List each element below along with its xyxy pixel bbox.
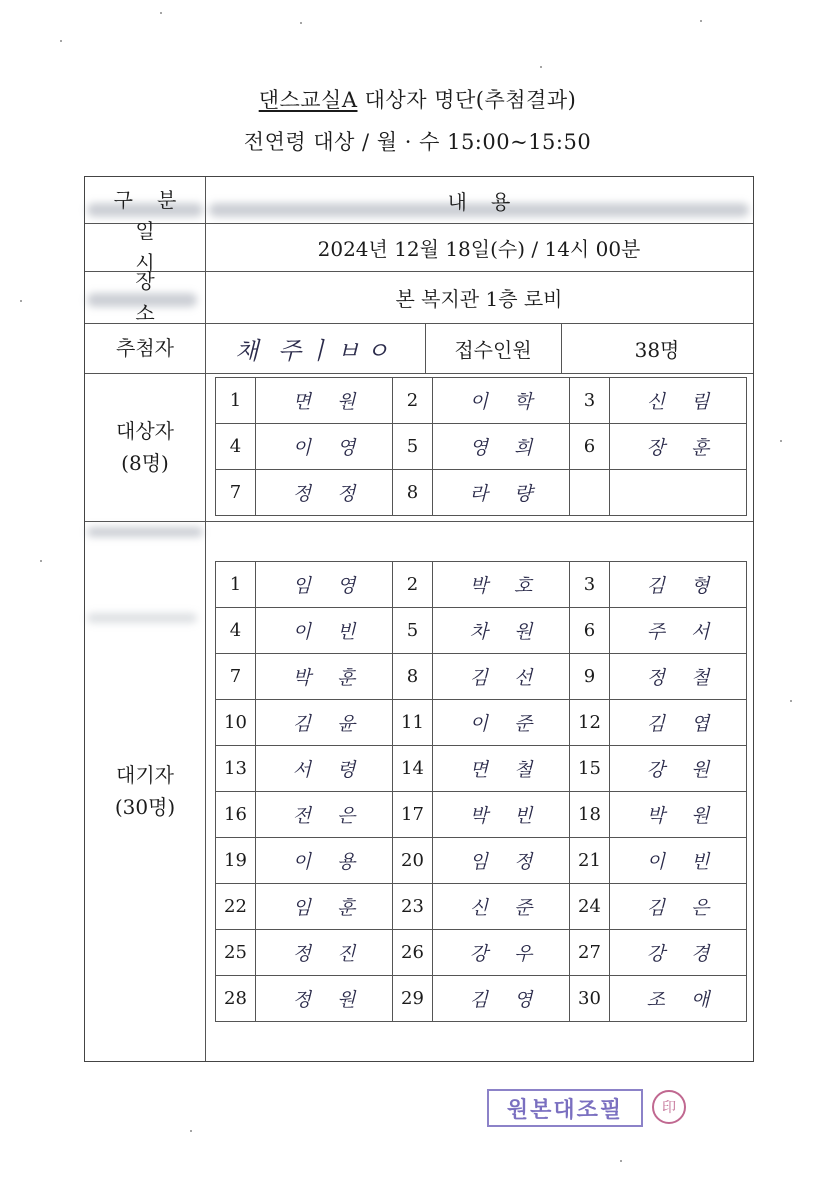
entry-name: 임 정 bbox=[433, 838, 570, 884]
entry-number: 27 bbox=[570, 930, 610, 976]
selected-title: 대상자 bbox=[116, 419, 174, 443]
certified-copy-stamp: 원본대조필 bbox=[487, 1089, 643, 1127]
waitlist-grid bbox=[215, 561, 747, 1022]
entry-number: 14 bbox=[393, 746, 433, 792]
entry-number: 30 bbox=[570, 976, 610, 1022]
selected-count: (8명) bbox=[121, 451, 169, 475]
entry-number bbox=[570, 470, 610, 516]
entry-number: 5 bbox=[393, 424, 433, 470]
entry-number: 4 bbox=[216, 608, 256, 654]
entry-name: 신 준 bbox=[433, 884, 570, 930]
date-label: 일 시 bbox=[135, 219, 179, 275]
official-seal-icon: 印 bbox=[652, 1090, 686, 1124]
entry-name bbox=[610, 470, 747, 516]
entry-number: 24 bbox=[570, 884, 610, 930]
entry-number: 15 bbox=[570, 746, 610, 792]
entry-name: 이 학 bbox=[433, 378, 570, 424]
received-label: 접수인원 bbox=[454, 337, 532, 362]
table-row bbox=[216, 976, 747, 1022]
table-row bbox=[216, 608, 747, 654]
entry-name: 전 은 bbox=[256, 792, 393, 838]
entry-name: 박 훈 bbox=[256, 654, 393, 700]
entry-name: 이 용 bbox=[256, 838, 393, 884]
entry-name: 김 엽 bbox=[610, 700, 747, 746]
entry-number: 6 bbox=[570, 608, 610, 654]
entry-name: 강 경 bbox=[610, 930, 747, 976]
entry-name: 임 영 bbox=[256, 562, 393, 608]
entry-name: 조 애 bbox=[610, 976, 747, 1022]
entry-name: 김 윤 bbox=[256, 700, 393, 746]
header-content: 내용 bbox=[447, 189, 535, 214]
entry-number: 12 bbox=[570, 700, 610, 746]
entry-number: 26 bbox=[393, 930, 433, 976]
entry-number: 19 bbox=[216, 838, 256, 884]
entry-name: 김 선 bbox=[433, 654, 570, 700]
entry-number: 2 bbox=[393, 378, 433, 424]
table-row bbox=[216, 792, 747, 838]
place-label: 장 소 bbox=[135, 269, 179, 325]
entry-name: 정 원 bbox=[256, 976, 393, 1022]
table-row bbox=[216, 746, 747, 792]
entry-name: 이 준 bbox=[433, 700, 570, 746]
waitlist-label bbox=[85, 521, 205, 1061]
entry-name: 이 빈 bbox=[256, 608, 393, 654]
entry-number: 25 bbox=[216, 930, 256, 976]
waitlist-count: (30명) bbox=[114, 795, 176, 819]
entry-name: 정 정 bbox=[256, 470, 393, 516]
entry-name: 강 우 bbox=[433, 930, 570, 976]
entry-number: 8 bbox=[393, 470, 433, 516]
table-row bbox=[216, 470, 747, 516]
entry-number: 13 bbox=[216, 746, 256, 792]
entry-number: 29 bbox=[393, 976, 433, 1022]
entry-number: 7 bbox=[216, 470, 256, 516]
table-row bbox=[216, 378, 747, 424]
entry-name: 정 진 bbox=[256, 930, 393, 976]
entry-name: 신 림 bbox=[610, 378, 747, 424]
entry-name: 면 철 bbox=[433, 746, 570, 792]
entry-number: 11 bbox=[393, 700, 433, 746]
entry-number: 10 bbox=[216, 700, 256, 746]
drawer-label: 추첨자 bbox=[116, 336, 174, 360]
table-row bbox=[216, 700, 747, 746]
table-row bbox=[216, 838, 747, 884]
received-value: 38명 bbox=[634, 337, 680, 362]
table-row bbox=[216, 930, 747, 976]
entry-name: 박 원 bbox=[610, 792, 747, 838]
selected-label bbox=[85, 373, 205, 521]
table-row bbox=[216, 562, 747, 608]
entry-name: 박 빈 bbox=[433, 792, 570, 838]
title-class-name: 댄스교실A bbox=[258, 88, 358, 112]
header-label: 구분 bbox=[113, 188, 201, 212]
entry-number: 3 bbox=[570, 378, 610, 424]
selected-grid bbox=[215, 377, 747, 516]
date-value: 2024년 12월 18일(수) / 14시 00분 bbox=[317, 236, 641, 261]
entry-number: 28 bbox=[216, 976, 256, 1022]
drawer-signature bbox=[205, 323, 425, 373]
entry-name: 김 형 bbox=[610, 562, 747, 608]
entry-name: 주 서 bbox=[610, 608, 747, 654]
entry-name: 장 훈 bbox=[610, 424, 747, 470]
entry-number: 18 bbox=[570, 792, 610, 838]
entry-name: 라 량 bbox=[433, 470, 570, 516]
title-suffix: 대상자 명단(추첨결과) bbox=[357, 88, 577, 112]
entry-number: 6 bbox=[570, 424, 610, 470]
entry-number: 2 bbox=[393, 562, 433, 608]
entry-number: 9 bbox=[570, 654, 610, 700]
entry-name: 이 영 bbox=[256, 424, 393, 470]
entry-name: 박 호 bbox=[433, 562, 570, 608]
entry-name: 김 은 bbox=[610, 884, 747, 930]
place-value: 본 복지관 1층 로비 bbox=[395, 286, 563, 311]
waitlist-title: 대기자 bbox=[116, 763, 174, 787]
entry-number: 8 bbox=[393, 654, 433, 700]
entry-number: 7 bbox=[216, 654, 256, 700]
document-subtitle: 전연령 대상 / 월 · 수 15:00~15:50 bbox=[243, 130, 592, 154]
entry-name: 이 빈 bbox=[610, 838, 747, 884]
entry-name: 정 철 bbox=[610, 654, 747, 700]
entry-name: 김 영 bbox=[433, 976, 570, 1022]
entry-name: 면 원 bbox=[256, 378, 393, 424]
table-row bbox=[216, 884, 747, 930]
entry-number: 16 bbox=[216, 792, 256, 838]
entry-number: 4 bbox=[216, 424, 256, 470]
entry-name: 차 원 bbox=[433, 608, 570, 654]
document-title bbox=[0, 84, 835, 114]
entry-number: 1 bbox=[216, 562, 256, 608]
table-row bbox=[216, 424, 747, 470]
entry-name: 서 령 bbox=[256, 746, 393, 792]
entry-name: 영 희 bbox=[433, 424, 570, 470]
entry-number: 21 bbox=[570, 838, 610, 884]
entry-number: 22 bbox=[216, 884, 256, 930]
entry-number: 17 bbox=[393, 792, 433, 838]
entry-number: 1 bbox=[216, 378, 256, 424]
table-row bbox=[216, 654, 747, 700]
entry-number: 23 bbox=[393, 884, 433, 930]
drawer-name: 채 주ㅣㅂㅇ bbox=[235, 336, 395, 365]
entry-number: 5 bbox=[393, 608, 433, 654]
entry-name: 임 훈 bbox=[256, 884, 393, 930]
entry-number: 3 bbox=[570, 562, 610, 608]
entry-number: 20 bbox=[393, 838, 433, 884]
entry-name: 강 원 bbox=[610, 746, 747, 792]
